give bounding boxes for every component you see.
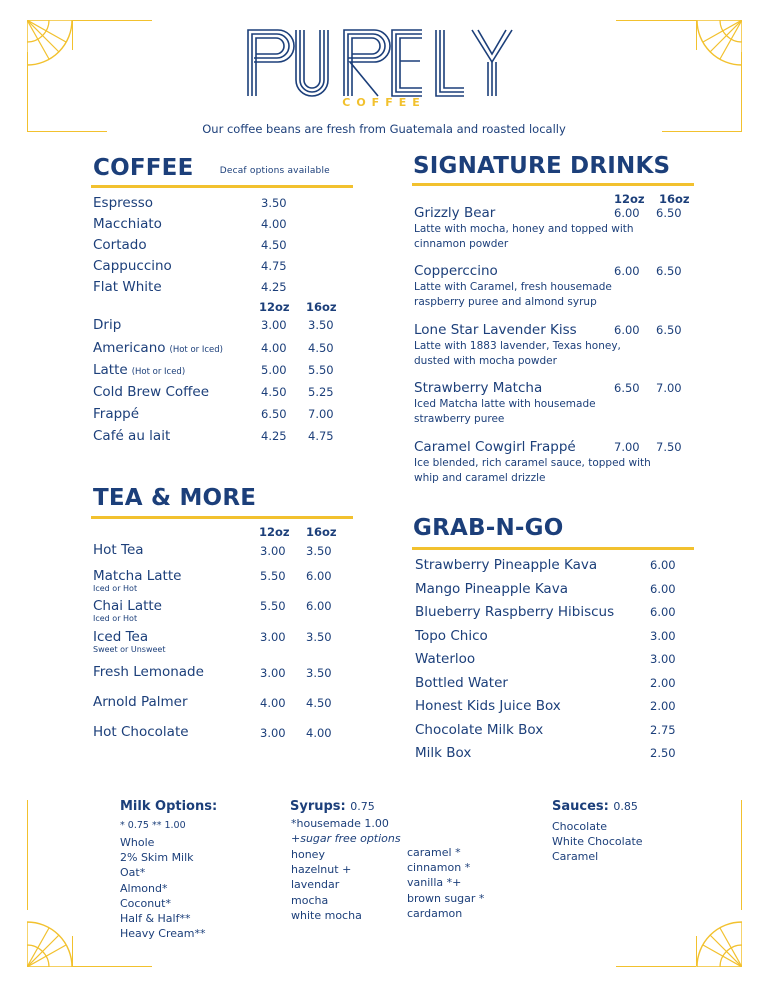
menu-item-price-16oz: 7.50 [656,440,682,454]
corner-line-bl-v [27,800,28,910]
menu-item-name-text: Matcha Latte [93,568,182,584]
menu-item-name-text: Frappé [93,406,140,422]
tea-title: TEA & MORE [93,485,257,511]
menu-item-name: Mango Pineapple Kava [415,580,568,597]
menu-item-price-12oz: 4.25 [261,429,287,443]
menu-item-price-16oz: 4.50 [308,341,334,355]
menu-item-price: 6.00 [650,558,676,572]
menu-item-name-text: Cold Brew Coffee [93,384,210,400]
menu-item-name [93,317,121,333]
signature-title: SIGNATURE DRINKS [413,153,671,179]
menu-item-price: 6.00 [650,605,676,619]
menu-item-name [93,542,144,558]
menu-item-name-text: Drip [93,317,122,333]
grab-divider [412,547,694,550]
menu-item-price-12oz: 6.00 [614,264,640,278]
option-item: mocha [291,893,329,907]
milk-title: Milk Options: [120,799,218,814]
coffee-title-text: COFFEE [93,155,194,181]
menu-item-name-text: Latte [93,362,128,378]
corner-line-tl-h2 [72,20,152,21]
menu-item-name-text: Arnold Palmer [93,694,188,710]
menu-item-name [93,664,204,680]
milk-list [120,835,205,941]
fan-ornament-bottom-right-icon [696,921,742,967]
menu-item-price-12oz: 4.50 [261,385,287,399]
syrups-housemade: *housemade 1.00 [291,817,389,830]
menu-item-price-12oz: 3.00 [260,630,286,644]
menu-item-name: Caramel Cowgirl Frappé [414,439,576,455]
menu-item-price-16oz: 4.50 [306,696,332,710]
syrups-title [290,799,375,814]
coffee-divider [91,185,353,188]
menu-item-description: Ice blended, rich caramel sauce, topped with whip and caramel drizzle [414,457,651,484]
menu-item-name: Chocolate Milk Box [415,721,544,738]
menu-item-price-16oz: 7.00 [308,407,334,421]
tea-divider [91,516,353,519]
syrups-col2 [407,845,484,921]
menu-item-description: Latte with 1883 lavender, Texas honey, dusted with mocha powder [414,340,621,367]
option-item: Heavy Cream** [120,927,206,941]
menu-item-name [93,362,185,378]
syrups-price: 0.75 [350,800,375,813]
menu-item-price-12oz: 4.00 [261,341,287,355]
option-item: caramel * [407,846,461,859]
menu-item-name: Strawberry Matcha [414,380,543,396]
option-item: Chocolate [552,820,608,833]
menu-item-price-16oz: 5.25 [308,385,334,399]
menu-item-name-text: Iced Tea [93,629,149,645]
menu-item-name-text: Chai Latte [93,598,162,614]
menu-item-price-12oz: 5.50 [260,599,286,613]
option-item: cardamon [407,906,463,920]
option-item: Whole [120,836,155,849]
syrups-sugarfree: +sugar free options [291,832,401,845]
logo-name-text: PURELY [246,28,250,29]
menu-item-description: Iced Matcha latte with housemade strawberry puree [414,398,596,425]
menu-item-price-16oz: 6.00 [306,569,332,583]
sauces-list [552,819,643,865]
option-item: hazelnut + [291,863,352,877]
menu-item-price: 6.00 [650,581,676,596]
option-item: Coconut* [120,896,171,910]
tea-size-16oz: 16oz [306,525,337,539]
menu-item-name [93,629,166,654]
menu-item-price: 4.50 [261,238,287,252]
fan-ornament-top-right-icon [696,20,742,66]
menu-item-name [93,724,189,740]
menu-item-price-16oz: 6.50 [656,323,682,337]
coffee-size-12oz: 12oz [259,300,290,314]
menu-item-name: Milk Box [415,745,472,761]
menu-item-price-16oz: 4.00 [306,726,332,740]
menu-item-price-12oz: 5.00 [261,363,287,377]
coffee-size-16oz: 16oz [306,300,337,314]
milk-prices: * 0.75 ** 1.00 [120,820,186,831]
menu-item-price-12oz: 3.00 [261,318,287,332]
tea-size-12oz: 12oz [259,525,290,539]
fan-ornament-bottom-left-icon [27,921,73,967]
menu-item-name-text: Café au lait [93,428,171,444]
menu-item-price: 2.50 [650,746,676,760]
corner-line-bl-h [72,966,152,967]
menu-item-name [93,568,181,593]
menu-item-price-16oz: 3.50 [308,318,334,332]
menu-item-name: Bottled Water [415,674,508,691]
menu-item-name: Espresso [93,195,154,211]
menu-item-name: Blueberry Raspberry Hibiscus [415,604,615,620]
menu-item-price-16oz: 3.50 [306,630,332,644]
menu-item-price: 4.25 [261,280,287,294]
signature-size-16oz: 16oz [659,192,690,206]
menu-item-price: 3.00 [650,652,676,666]
menu-item-price-12oz: 6.50 [614,381,640,395]
corner-line-br-v [741,800,742,910]
menu-item-name-text: Hot Chocolate [93,724,189,740]
option-item: Oat* [120,866,146,880]
menu-item-price-16oz: 5.50 [308,363,334,377]
syrups-col1 [291,847,362,923]
option-item: honey [291,848,325,861]
menu-item-price: 4.00 [261,217,287,231]
menu-item-name [93,384,209,400]
purely-logo [246,28,514,98]
logo-subtitle: COFFEE [342,96,426,109]
coffee-title [93,155,330,181]
corner-line-tr-h2 [616,20,696,21]
syrups-title-text: Syrups: [290,799,346,814]
menu-item-price-12oz: 3.00 [260,666,286,680]
menu-item-name: Macchiato [93,216,162,232]
menu-item-name: Flat White [93,279,162,295]
sauces-title-text: Sauces: [552,799,609,814]
grab-title: GRAB-N-GO [413,515,564,541]
sauces-title [552,799,638,814]
menu-item-description: Latte with mocha, honey and topped with cinnamon powder [414,223,634,250]
menu-item-price-16oz: 7.00 [656,381,682,395]
menu-item-price-12oz: 6.50 [261,407,287,421]
option-item: Caramel [552,850,599,864]
menu-item-price-12oz: 3.00 [260,544,286,558]
menu-item-name-text: Americano [93,340,166,356]
option-item: brown sugar * [407,891,485,905]
menu-item-price-12oz: 3.00 [260,726,286,740]
menu-item-name: Waterloo [415,651,476,667]
menu-item-price-12oz: 5.50 [260,569,286,583]
decaf-note: Decaf options available [219,166,330,176]
option-item: white mocha [291,908,362,922]
menu-item-note: (Hot or Iced) [131,367,186,377]
menu-item-name [93,428,170,444]
signature-divider [412,183,694,186]
menu-item-price: 3.50 [261,196,287,210]
menu-item-name: Cappuccino [93,258,172,274]
menu-item-name: Strawberry Pineapple Kava [415,557,598,573]
sauces-price: 0.85 [613,800,638,813]
option-item: vanilla *+ [407,876,462,890]
option-item: White Chocolate [552,835,643,849]
menu-item-name-text: Fresh Lemonade [93,664,204,680]
menu-item-subtext: Iced or Hot [93,584,138,593]
signature-size-12oz: 12oz [614,192,645,206]
menu-item-price-16oz: 3.50 [306,666,332,680]
menu-item-price-16oz: 4.75 [308,429,334,443]
menu-item-price: 4.75 [261,259,287,273]
menu-item-subtext: Sweet or Unsweet [93,645,166,654]
tagline: Our coffee beans are fresh from Guatemala and roasted locally [202,122,566,136]
menu-item-name [93,406,139,422]
menu-item-note: (Hot or Iced) [169,345,223,355]
fan-ornament-top-left-icon [27,20,73,66]
menu-item-name [93,598,162,623]
menu-item-description: Latte with Caramel, fresh housemade raspberry puree and almond syrup [414,281,612,308]
option-item: Half & Half** [120,911,191,925]
menu-item-name: Grizzly Bear [414,205,496,221]
menu-item-price-16oz: 6.50 [656,264,682,278]
menu-item-subtext: Iced or Hot [93,614,138,623]
menu-item-name: Copperccino [414,263,498,279]
menu-item-price: 2.00 [650,675,676,690]
menu-item-price: 3.00 [650,628,676,643]
option-item: 2% Skim Milk [120,851,194,865]
menu-item-price: 2.75 [650,722,676,737]
menu-item-price-16oz: 3.50 [306,544,332,558]
menu-item-name [93,694,188,710]
menu-item-name: Cortado [93,237,147,253]
corner-line-br-h [616,966,696,967]
option-item: Almond* [120,881,168,895]
menu-item-name: Topo Chico [415,627,488,644]
menu-item-price-12oz: 7.00 [614,440,640,454]
menu-item-price-16oz: 6.00 [306,599,332,613]
menu-item-price: 2.00 [650,699,676,713]
menu-item-name [93,340,223,356]
menu-item-name: Honest Kids Juice Box [415,698,561,714]
menu-item-price-12oz: 6.00 [614,206,640,220]
menu-item-name: Lone Star Lavender Kiss [414,322,577,338]
menu-item-price-16oz: 6.50 [656,206,682,220]
menu-item-name-text: Hot Tea [93,542,144,558]
menu-item-price-12oz: 6.00 [614,323,640,337]
option-item: cinnamon * [407,861,471,875]
menu-item-price-12oz: 4.00 [260,696,286,710]
option-item: lavendar [291,878,340,892]
